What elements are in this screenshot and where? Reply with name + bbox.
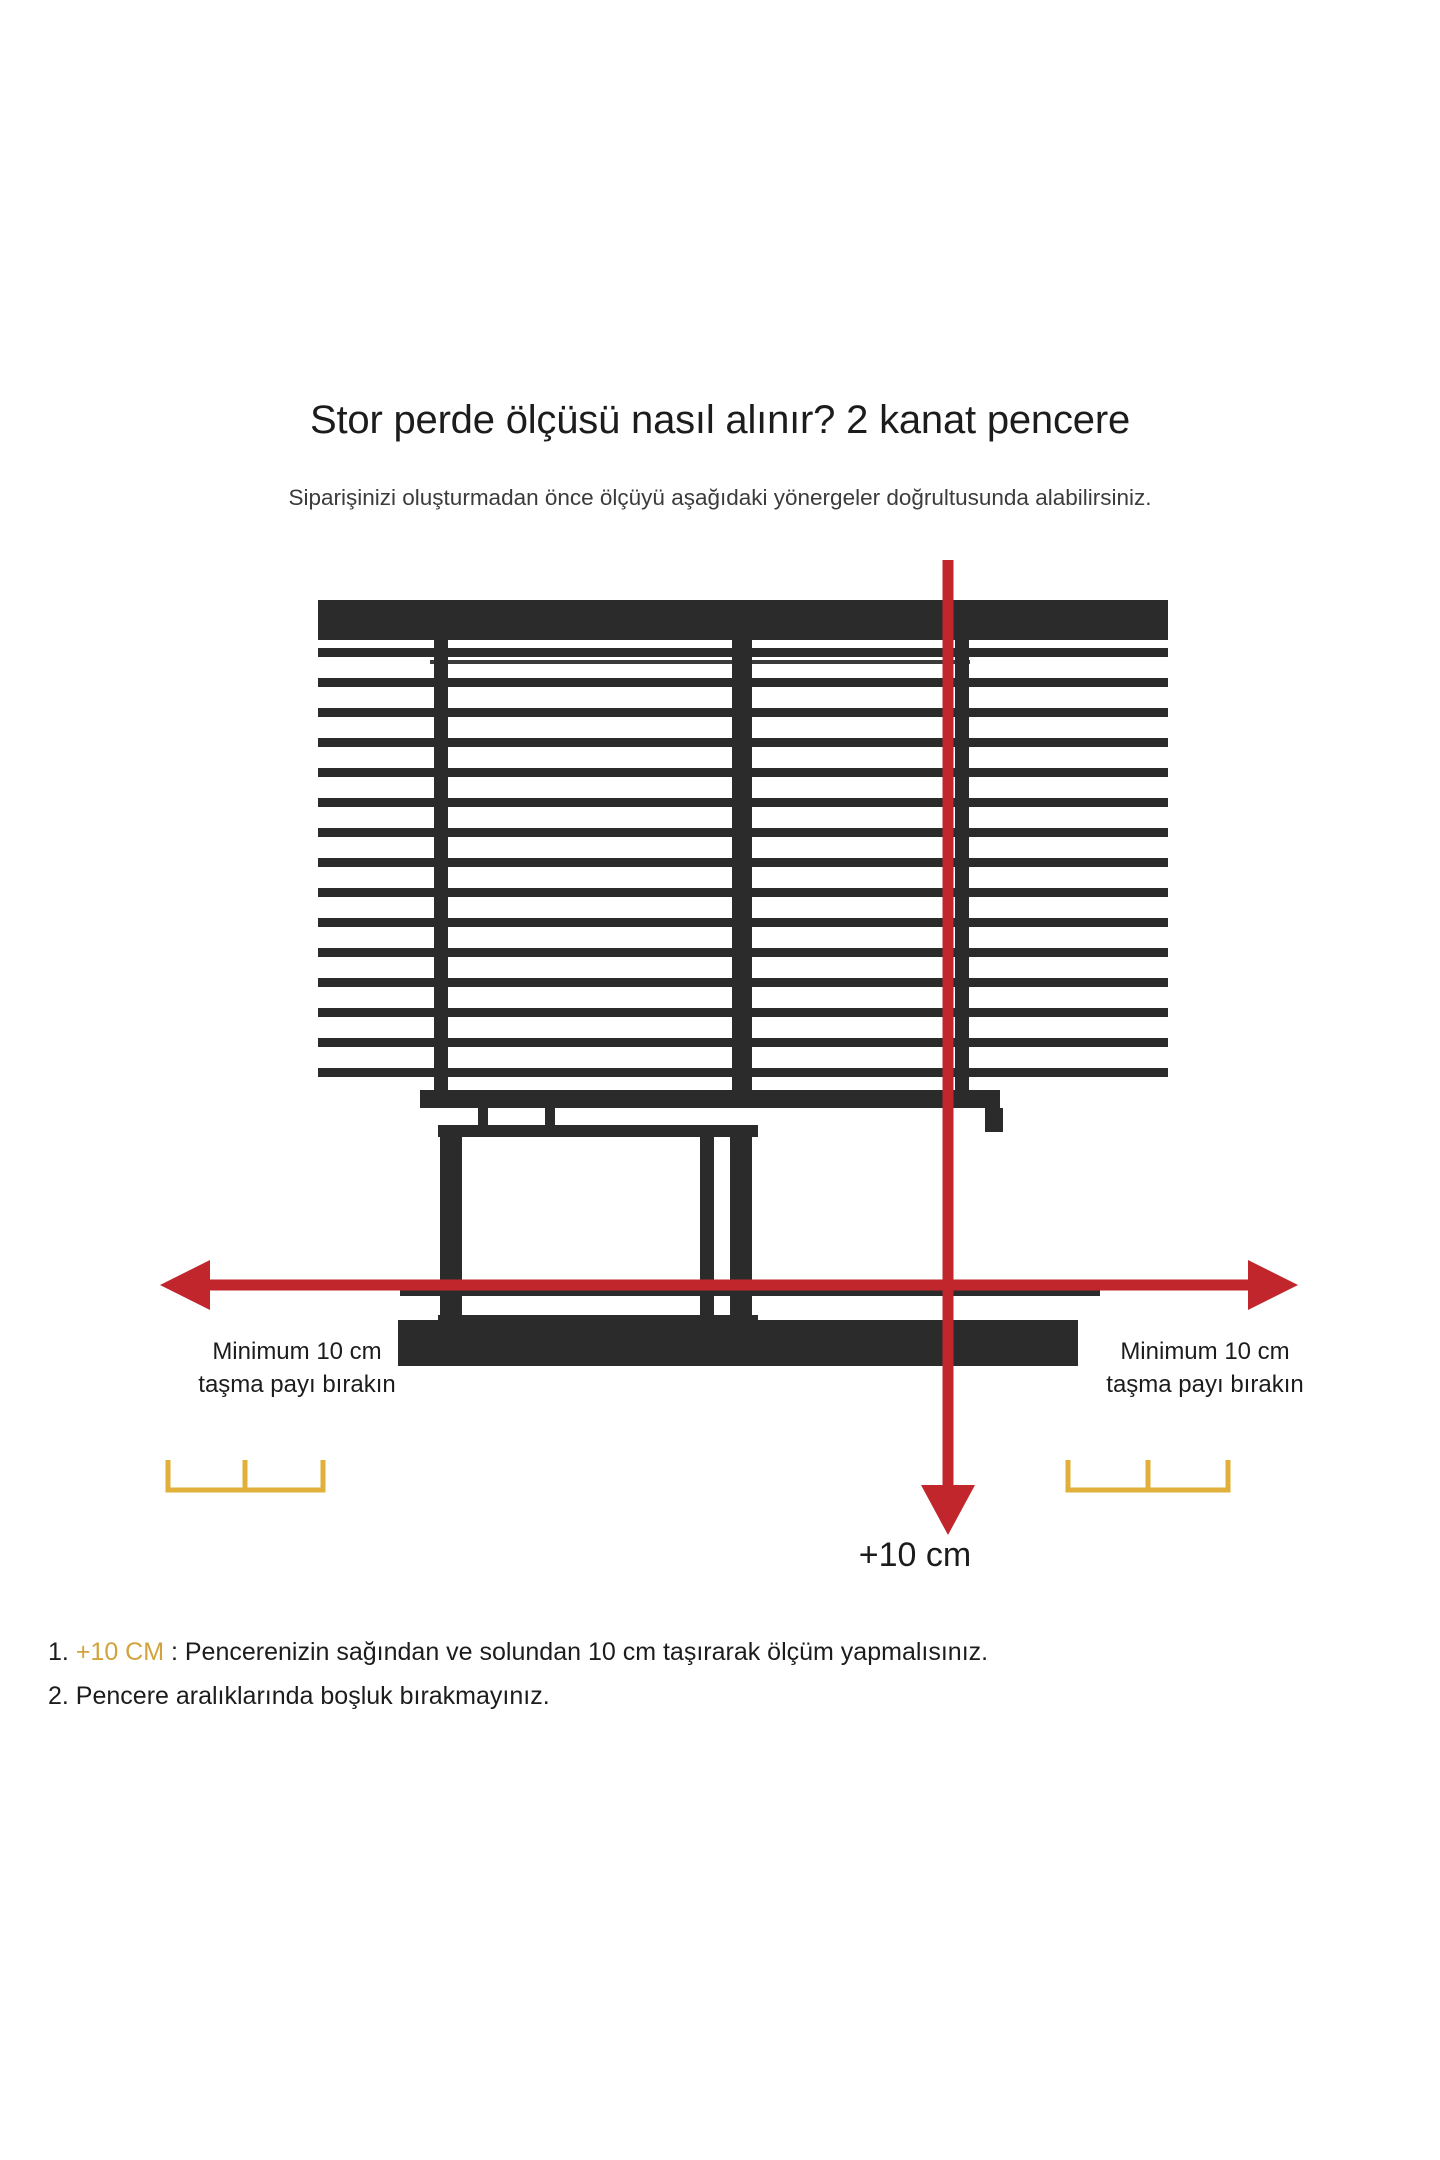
right-overhang-bracket [1068,1460,1228,1490]
window-blind-illustration [0,560,1440,1620]
left-overhang-label-line1: Minimum 10 cm [212,1338,382,1365]
list-item [48,1674,1408,1718]
note-number: 2. [48,1682,69,1710]
note-text: : Pencerenizin sağından ve solundan 10 cm taşırarak ölçüm yapmalısınız. [164,1638,989,1666]
right-overhang-label-line1: Minimum 10 cm [1120,1338,1290,1365]
horizontal-measure-arrow [160,1260,1298,1310]
left-overhang-bracket [168,1460,323,1490]
blind-inner-lines [430,620,970,664]
blind-ladder-tapes [434,600,969,1100]
left-overhang-label-line2: taşma payı bırakın [198,1371,396,1398]
page-subtitle: Siparişinizi oluşturmadan önce ölçüyü aşağıdaki yönergeler doğrultusunda alabilirsiniz. [288,485,1152,510]
page-title: Stor perde ölçüsü nasıl alınır? 2 kanat pencere [310,398,1130,442]
window-frame [398,1125,1100,1366]
list-item [48,1630,1408,1674]
vertical-measure-label: +10 cm [858,1536,972,1574]
notes-list [48,1630,1408,1718]
left-overhang-label [152,1335,442,1401]
note-number: 1. [48,1638,69,1666]
note-highlight: +10 CM [75,1638,165,1666]
right-overhang-label-line2: taşma payı bırakın [1106,1371,1304,1398]
note-text: Pencere aralıklarında boşluk bırakmayınız. [68,1682,550,1710]
right-overhang-label [1060,1335,1350,1401]
